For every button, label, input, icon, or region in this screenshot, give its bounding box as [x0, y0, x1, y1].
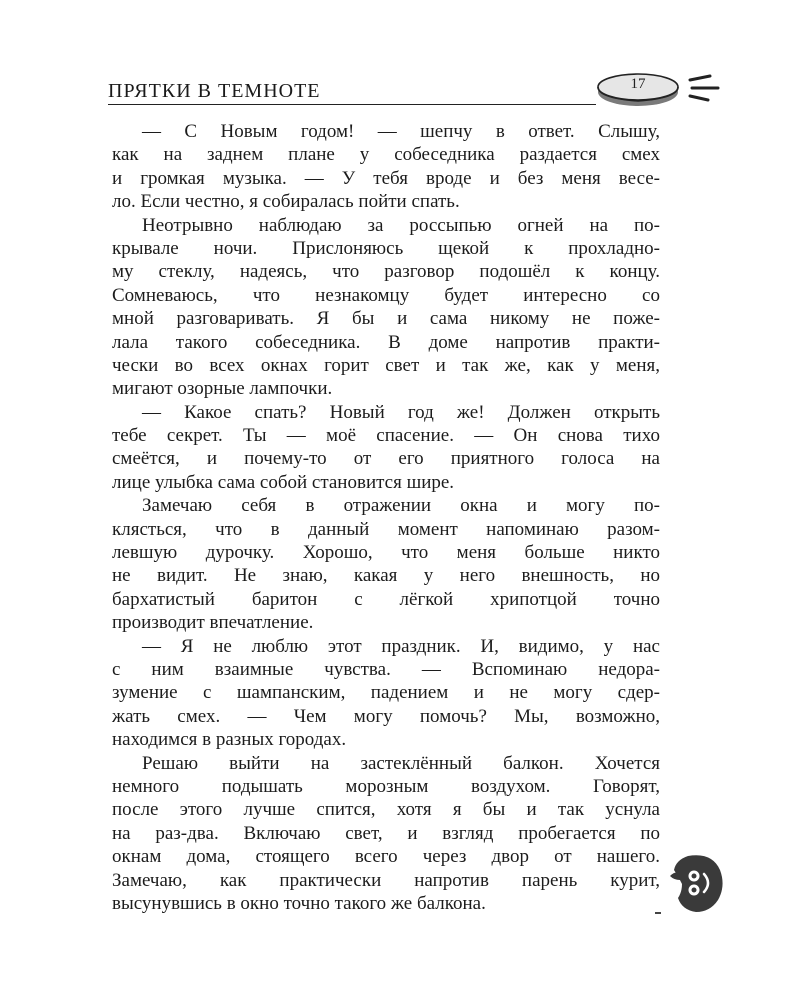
text-line: высунувшись в окно точно такого же балкона.: [112, 892, 486, 914]
text-line: лице улыбка сама собой становится шире.: [112, 471, 455, 493]
text-line: тебе секрет. Ты — моё спасение. — Он снова тихо: [112, 425, 660, 447]
text-line: мигают озорные лампочки.: [112, 378, 333, 400]
text-line: Решаю выйти на застеклённый балкон. Хочется: [142, 752, 660, 774]
text-line: клясться, что в данный момент напоминаю разом-: [112, 518, 660, 540]
text-line: зумение с шампанским, падением и не могу сдер-: [112, 682, 660, 704]
text-line: не видит. Не знаю, какая у него внешность, но: [112, 565, 660, 587]
page-number: 17: [630, 76, 646, 92]
text-line: как на заднем плане у собеседника раздается смех: [112, 144, 660, 166]
text-line: на раз-два. Включаю свет, и взгляд пробегается по: [112, 822, 660, 844]
text-line: му стеклу, надеясь, что разговор подошёл к концу.: [112, 261, 660, 283]
text-line: с ним взаимные чувства. — Вспоминаю недора-: [112, 658, 660, 680]
text-line: и громкая музыка. — У тебя вроде и без меня весе-: [112, 167, 660, 189]
text-line: ло. Если честно, я собиралась пойти спать.: [112, 191, 460, 213]
text-line: мной разговаривать. Я бы и сама никому не поже-: [112, 308, 660, 330]
text-line: немного подышать морозным воздухом. Говорят,: [112, 775, 660, 797]
text-line: — Я не люблю этот праздник. И, видимо, у нас: [142, 635, 660, 657]
text-line: жать смех. — Чем могу помочь? Мы, возможно,: [112, 705, 660, 727]
text-line: — Какое спать? Новый год же! Должен открыть: [142, 401, 660, 423]
corner-dash: [655, 912, 661, 914]
text-line: лала такого собеседника. В доме напротив практи-: [112, 331, 660, 353]
running-title: ПРЯТКИ В ТЕМНОТЕ: [108, 80, 321, 102]
text-line: окнам дома, стоящего всего через двор от нашего.: [112, 846, 660, 868]
text-line: Сомневаюсь, что незнакомцу будет интересно со: [112, 284, 660, 306]
text-line: Неотрывно наблюдаю за россыпью огней на по-: [142, 214, 660, 236]
text-line: бархатистый баритон с лёгкой хрипотцой точно: [112, 588, 660, 610]
text-line: Замечаю себя в отражении окна и могу по-: [142, 495, 660, 517]
text-line: находимся в разных городах.: [112, 729, 347, 751]
text-line: — С Новым годом! — шепчу в ответ. Слышу,: [142, 121, 660, 142]
text-line: Замечаю, как практически напротив парень курит,: [112, 869, 660, 891]
text-line: смеётся, и почему-то от его приятного голоса на: [112, 448, 660, 470]
text-line: крывале ночи. Прислоняюсь щекой к прохладно-: [112, 237, 660, 259]
smiling-mascot-icon: [668, 852, 724, 914]
text-line: производит впечатление.: [112, 612, 314, 634]
header-rule: [108, 104, 596, 105]
text-line: левшую дурочку. Хорошо, что меня больше никто: [112, 542, 660, 564]
text-line: после этого лучше спится, хотя я бы и так уснула: [112, 799, 660, 821]
text-line: чески во всех окнах горит свет и так же, как у меня,: [112, 354, 660, 376]
body-text: [112, 120, 660, 915]
